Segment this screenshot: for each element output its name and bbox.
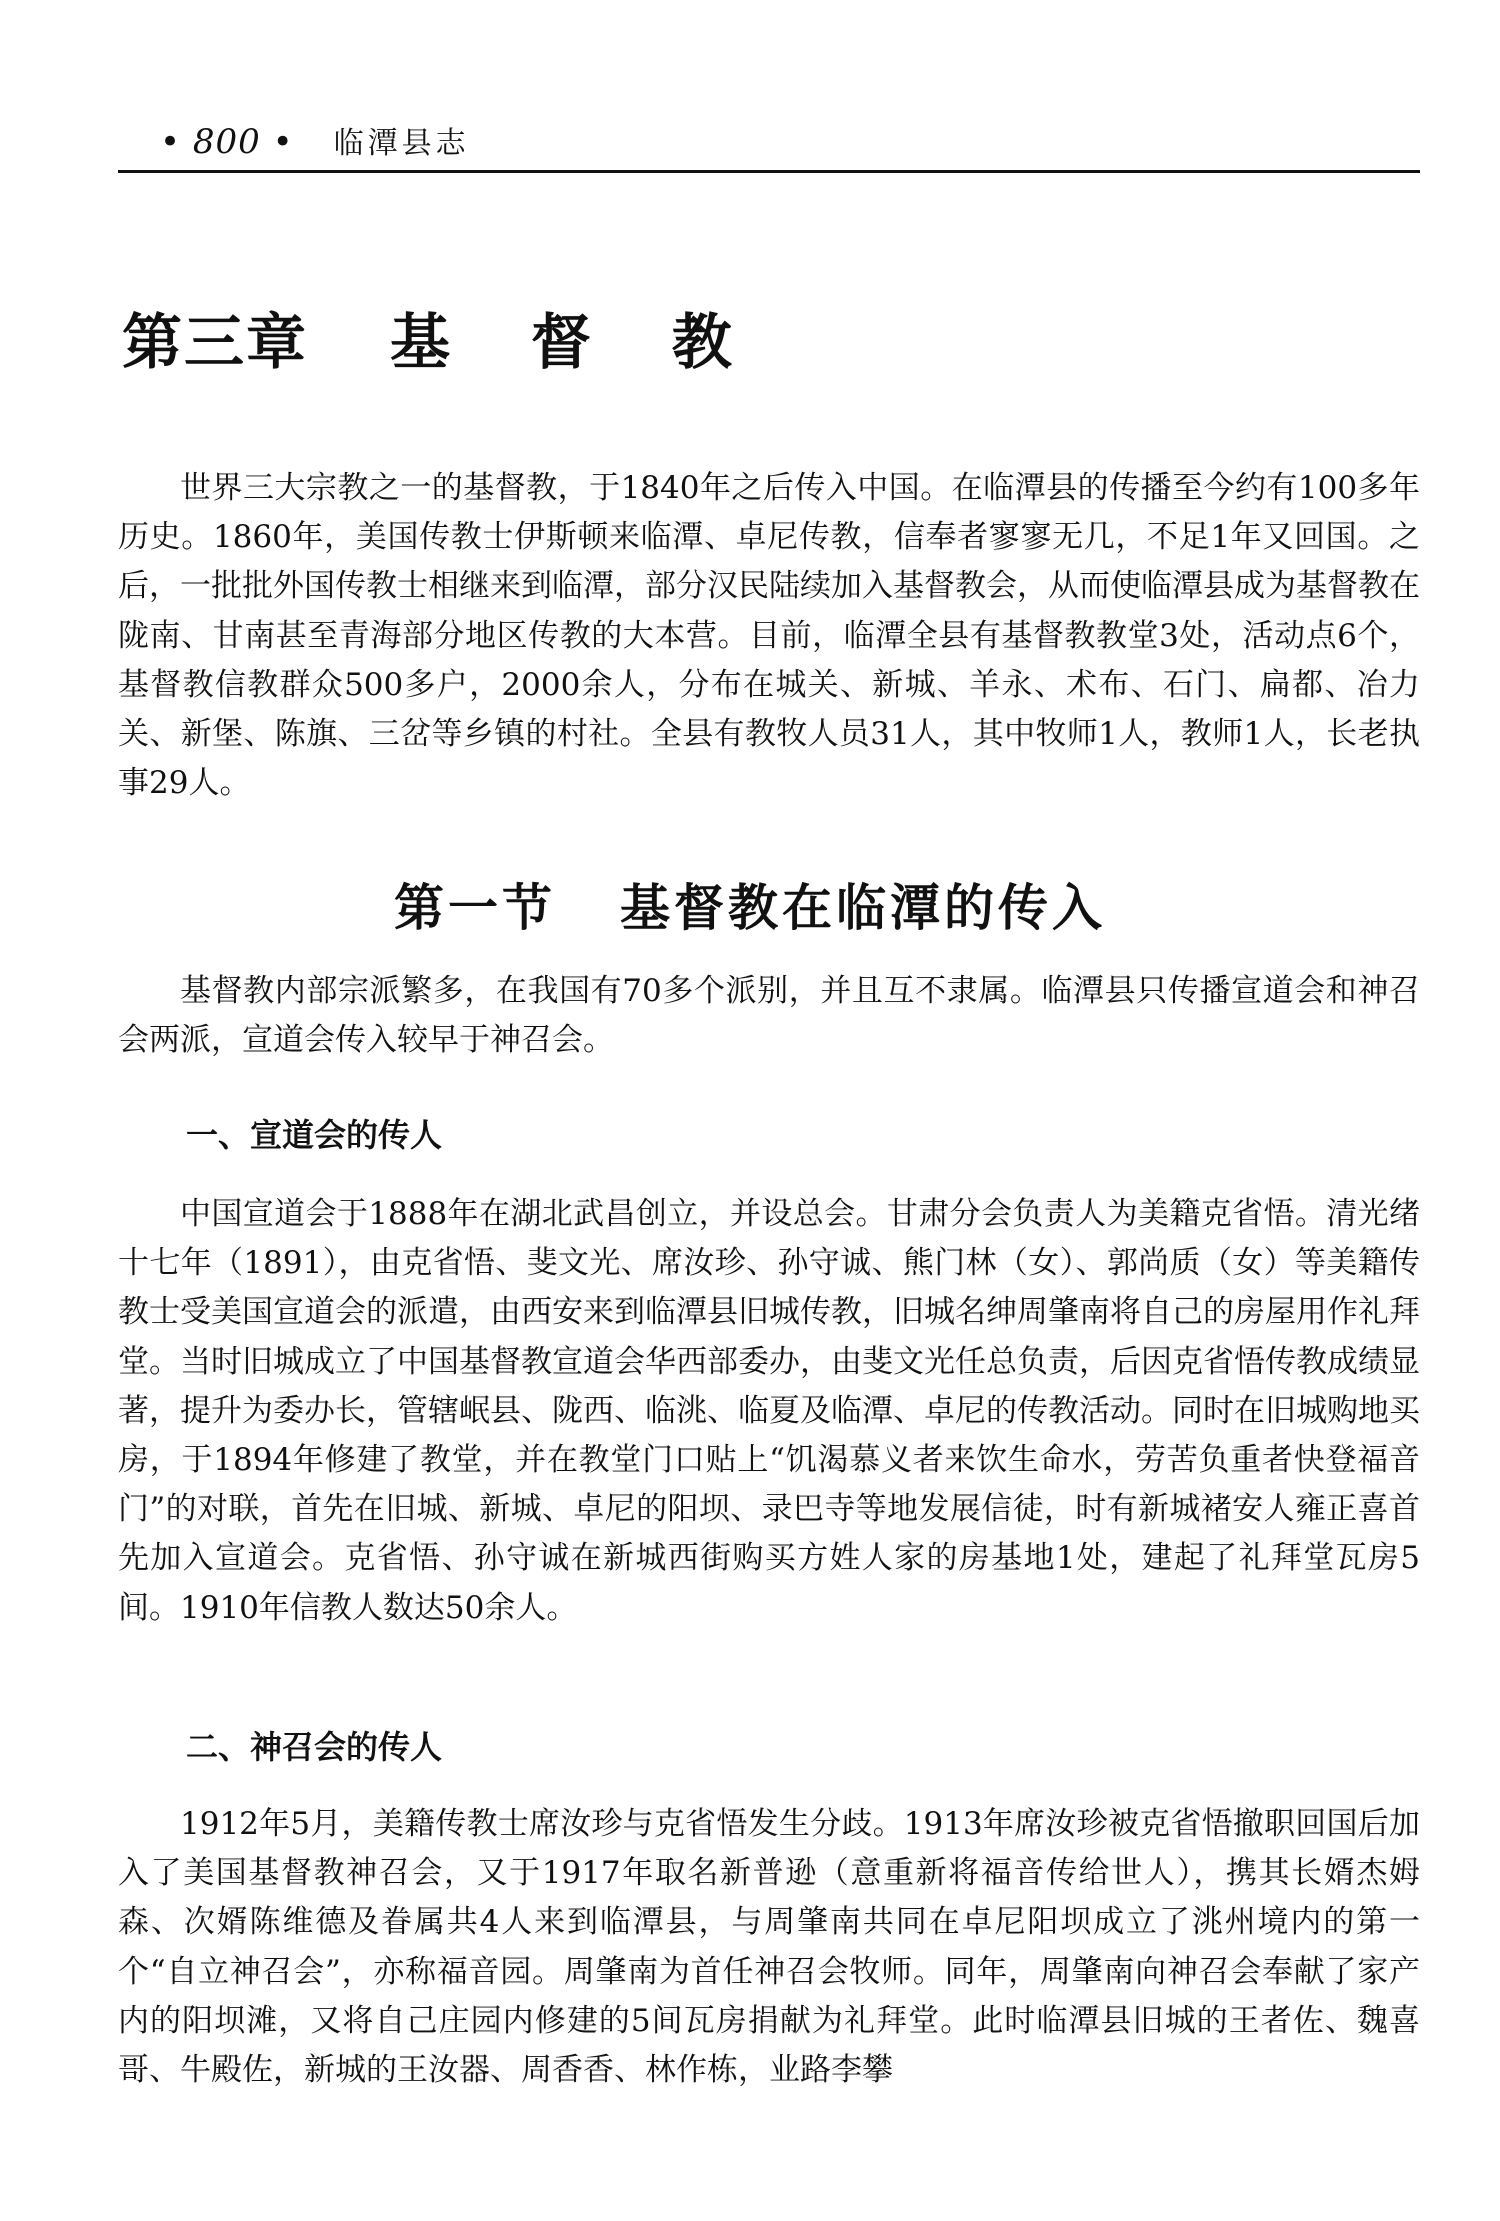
chapter-number: 第三章 — [122, 308, 308, 378]
intro-paragraph: 世界三大宗教之一的基督教，于1840年之后传入中国。在临潭县的传播至今约有100多年历史。1860年，美国传教士伊斯顿来临潭、卓尼传教，信奉者寥寥无几，不足1年又回国。之后，一批批外国传教士相继来到临潭，部分汉民陆续加入基督教会，从而使临潭县成为基督教在陇南、甘南甚至青海部分地区传教的大本营。目前，临潭全县有基督教教堂3处，活动点6个，基督教信教群众500多户，2000余人，分布在城关、新城、羊永、术布、石门、扁都、冶力关、新堡、陈旗、三岔等乡镇的村社。全县有教牧人员31人，其中牧师1人，教师1人，长老执事29人。 — [118, 470, 1420, 802]
subsection-1-paragraph: 中国宣道会于1888年在湖北武昌创立，并设总会。甘肃分会负责人为美籍克省悟。清光绪十七年（1891），由克省悟、斐文光、席汝珍、孙守诚、熊门林（女）、郭尚质（女）等美籍传教士受美国宣道会的派遣，由西安来到临潭县旧城传教，旧城名绅周肇南将自己的房屋用作礼拜堂。当时旧城成立了中国基督教宣道会华西部委办，由斐文光任总负责，后因克省悟传教成绩显著，提升为委办长，管辖岷县、陇西、临洮、临夏及临潭、卓尼的传教活动。同时在旧城购地买房，于1894年修建了教堂，并在教堂门口贴上“饥渴慕义者来饮生命水，劳苦负重者快登福音门”的对联，首先在旧城、新城、卓尼的阳坝、录巴寺等地发展信徒，时有新城褚安人雍正喜首先加入宣道会。克省悟、孙守诚在新城西街购买方姓人家的房基地1处，建起了礼拜堂瓦房5间。1910年信教人数达50余人。 — [118, 1196, 1420, 1626]
section-number: 第一节 — [394, 878, 556, 937]
subsection-2-paragraph: 1912年5月，美籍传教士席汝珍与克省悟发生分歧。1913年席汝珍被克省悟撤职回国后加入了美国基督教神召会，又于1917年取名新普逊（意重新将福音传给世人），携其长婿杰姆森、次婿陈维德及眷属共4人来到临潭县，与周肇南共同在卓尼阳坝成立了洮州境内的第一个“自立神召会”，亦称福音园。周肇南为首任神召会牧师。同年，周肇南向神召会奉献了家产内的阳坝滩，又将自己庄园内修建的5间瓦房捐献为礼拜堂。此时临潭县旧城的王者佐、魏喜哥、牛殿佐，新城的王汝器、周香香、林作栋，业路李攀 — [118, 1806, 1420, 2089]
section-name: 基督教在临潭的传入 — [620, 878, 1106, 937]
book-title: 临潭县志 — [333, 126, 470, 161]
section-intro-paragraph: 基督教内部宗派繁多，在我国有70多个派别，并且互不隶属。临潭县只传播宣道会和神召会两派，宣道会传入较早于神召会。 — [118, 973, 1420, 1059]
running-head — [160, 118, 470, 168]
section-title — [0, 868, 1500, 940]
page-number: • 800 • — [160, 122, 294, 162]
subsection-title-2: 二、神召会的传人 — [186, 1728, 443, 1766]
subsection-title-1: 一、宣道会的传人 — [186, 1116, 443, 1154]
header-rule — [118, 170, 1420, 173]
chapter-title — [122, 295, 762, 381]
chapter-name: 基 督 教 — [390, 308, 762, 378]
